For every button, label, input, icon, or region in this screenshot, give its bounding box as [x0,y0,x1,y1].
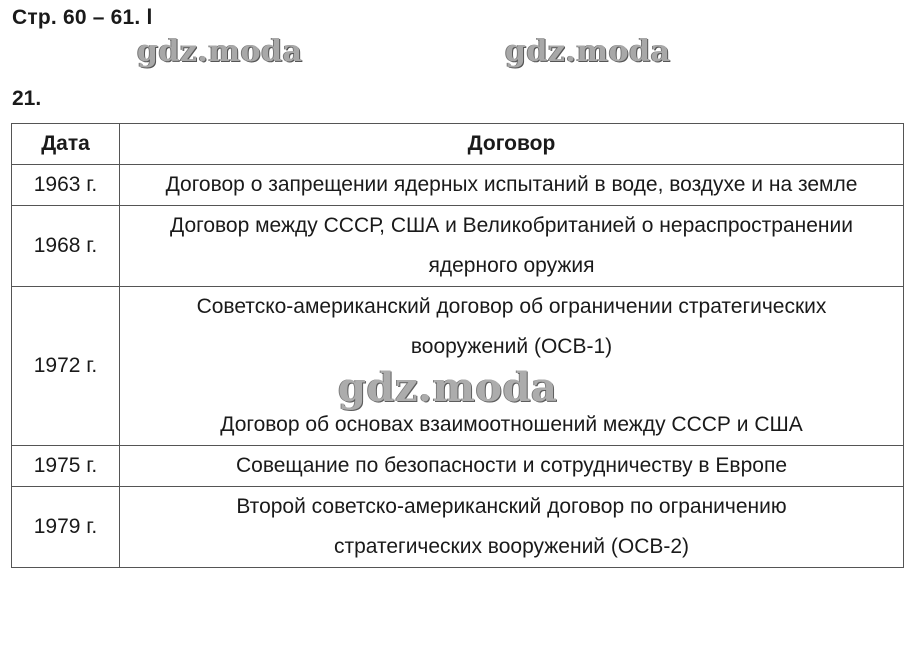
treaty-cell [120,487,904,568]
page-title: Стр. 60 – 61. l [12,6,153,29]
date-cell: 1968 г. [12,206,120,287]
watermark-logo: gdz.moda [338,364,558,411]
watermark-logo: gdz.moda [505,34,671,69]
treaty-table [11,123,904,568]
date-cell: 1972 г. [12,287,120,446]
treaty-line: Договор между СССР, США и Великобританией о нераспространении [169,214,853,237]
column-header-date: Дата [12,124,120,165]
treaty-cell [120,165,904,206]
treaty-line: Советско-американский договор об ограничении стратегических [196,295,827,318]
table-row [12,446,904,487]
date-cell: 1979 г. [12,487,120,568]
treaty-cell [120,446,904,487]
treaty-line: ядерного оружия [428,254,595,277]
date-cell: 1963 г. [12,165,120,206]
task-number: 21. [12,87,42,110]
treaty-line: Договор о запрещении ядерных испытаний в воде, воздухе и на земле [165,173,858,196]
treaty-line: вооружений (ОСВ-1) [410,335,613,358]
table-row [12,206,904,287]
table-row [12,165,904,206]
table-row [12,487,904,568]
treaty-line: стратегических вооружений (ОСВ-2) [333,535,690,558]
watermark-logo: gdz.moda [137,34,303,69]
treaty-line: Договор об основах взаимоотношений между СССР и США [220,413,803,436]
treaty-line: Совещание по безопасности и сотрудничеству в Европе [235,454,787,477]
treaty-line: Второй советско-американский договор по ограничению [236,495,787,518]
column-header-treaty: Договор [120,124,904,165]
treaty-cell [120,206,904,287]
date-cell: 1975 г. [12,446,120,487]
table-header-row [12,124,904,165]
